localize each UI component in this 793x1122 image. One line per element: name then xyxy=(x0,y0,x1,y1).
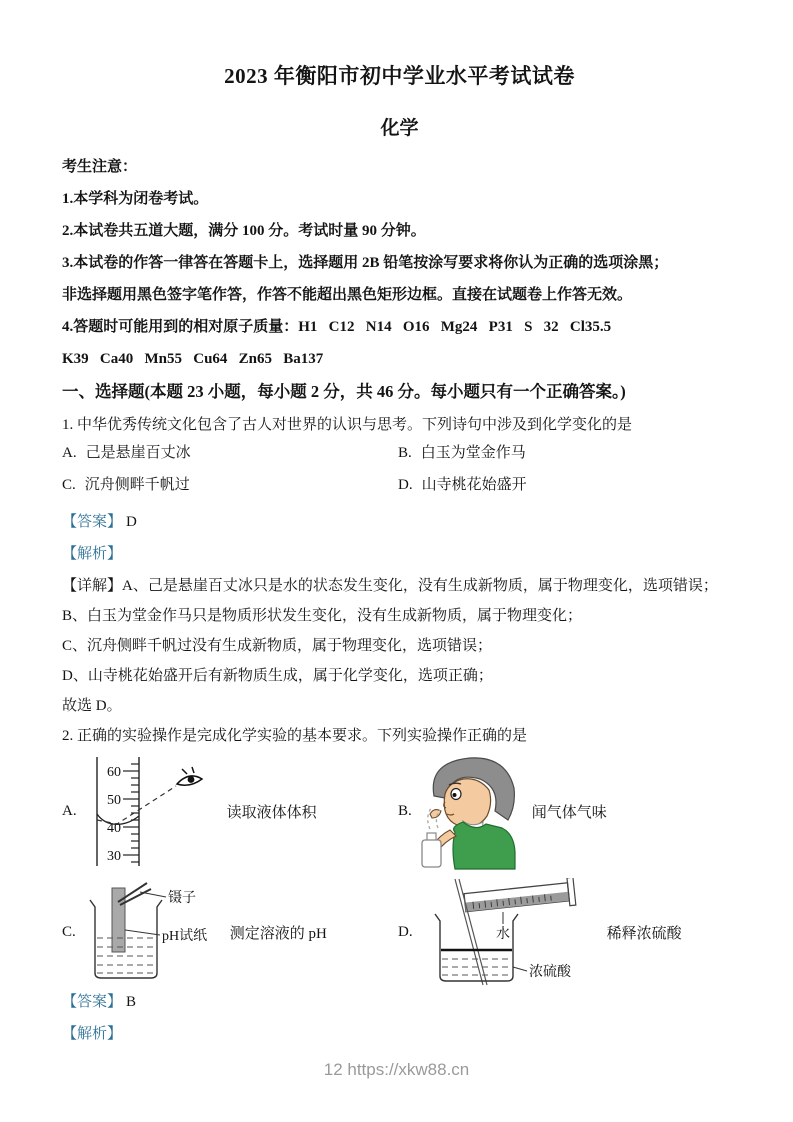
figure-label: A. xyxy=(62,802,77,819)
option-text: 山寺桃花始盛开 xyxy=(421,477,527,493)
option-label: B. xyxy=(398,445,412,461)
subject-title: 化学 xyxy=(380,118,419,139)
notice-line: 非选择题用黑色签字笔作答，作答不能超出黑色矩形边框。直接在试题卷上作答无效。 xyxy=(62,287,633,303)
bottle xyxy=(422,840,441,867)
option-text: 白玉为堂金作马 xyxy=(420,445,526,461)
glass-rod xyxy=(455,879,483,985)
option-label: D. xyxy=(398,477,413,493)
option-label: C. xyxy=(62,477,76,493)
shirt xyxy=(453,822,515,869)
figure-label: B. xyxy=(398,802,412,819)
beaker xyxy=(90,900,162,978)
q1-detail-line: C、沉舟侧畔千帆过没有生成新物质，属于物理变化，选项错误； xyxy=(62,638,493,654)
q1-option-a xyxy=(62,443,398,463)
q1-answer-line xyxy=(62,512,737,532)
q2-figure-row-1 xyxy=(62,752,737,870)
answer-value: B xyxy=(126,994,137,1010)
answer-tag: 【答案】 xyxy=(62,514,123,530)
figure-label: C. xyxy=(62,923,76,940)
notice-heading: 考生注意： xyxy=(62,159,138,175)
q2-figure-a xyxy=(62,752,398,870)
q2-analysis-line xyxy=(62,1024,737,1044)
answer-tag: 【答案】 xyxy=(62,994,123,1010)
leader-line xyxy=(125,930,160,935)
vapor xyxy=(427,808,430,829)
detail-text: A、己是悬崖百丈冰只是水的状态发生变化，没有生成新物质，属于物理变化，选项错误； xyxy=(122,578,718,594)
q1-detail-line: D、山寺桃花始盛开后有新物质生成，属于化学变化，选项正确； xyxy=(62,668,493,684)
face xyxy=(444,779,490,827)
tick-label: 50 xyxy=(106,793,121,808)
ph-test-figure xyxy=(82,880,228,984)
option-label: A. xyxy=(62,445,77,461)
ph-paper-label: pH试纸 xyxy=(161,929,207,944)
option-text: 己是悬崖百丈冰 xyxy=(85,445,191,461)
figure-label: D. xyxy=(398,923,413,940)
q1-detail-line: B、白玉为堂金作马只是物质形状发生变化，没有生成新物质，属于物理变化； xyxy=(62,608,583,624)
tick-label: 40 xyxy=(106,821,121,836)
notice-line: 4.答题时可能用到的相对原子质量：H1 C12 N14 O16 Mg24 P31 S 32 Cl35.5 xyxy=(62,319,612,335)
notice-line: 1.本学科为闭卷考试。 xyxy=(62,191,209,207)
analysis-tag: 【解析】 xyxy=(62,546,123,562)
tilted-cylinder xyxy=(463,878,575,917)
q2-figure-c xyxy=(62,878,398,986)
tick-label: 60 xyxy=(106,765,121,780)
water-label: 水 xyxy=(495,927,510,942)
q1-stem: 1. 中华优秀传统文化包含了古人对世界的认识与思考。下列诗句中涉及到化学变化的是 xyxy=(62,417,633,433)
q1-analysis-line xyxy=(62,544,737,564)
answer-value: D xyxy=(126,514,137,530)
figure-caption: 闻气体气味 xyxy=(531,804,607,821)
glass-rod xyxy=(459,879,487,985)
notice-line: 3.本试卷的作答一律答在答题卡上，选择题用 2B 铅笔按涂写要求将你认为正确的选项涂黑； xyxy=(62,255,669,271)
q1-option-d xyxy=(398,475,737,495)
q1-detail-line: 故选 D。 xyxy=(62,698,122,714)
page-title: 2023 年衡阳市初中学业水平考试试卷 xyxy=(224,64,575,88)
q2-stem: 2. 正确的实验操作是完成化学实验的基本要求。下列实验操作正确的是 xyxy=(62,728,528,744)
cylinder-base xyxy=(567,878,576,906)
q2-figure-d xyxy=(398,878,737,986)
person-smelling-gas-figure xyxy=(418,752,522,870)
notice-line: 2.本试卷共五道大题，满分 100 分。考试时量 90 分钟。 xyxy=(62,223,426,239)
leader-line xyxy=(140,892,166,897)
wafting-hand xyxy=(430,810,441,818)
q2-figure-b xyxy=(398,752,737,870)
eye-icon xyxy=(177,767,202,785)
q2-answer-line xyxy=(62,992,737,1012)
acid-label: 浓硫酸 xyxy=(528,965,571,980)
analysis-tag: 【解析】 xyxy=(62,1026,123,1042)
detail-tag: 【详解】 xyxy=(62,578,123,594)
q2-figure-row-2 xyxy=(62,878,737,984)
q1-detail-line xyxy=(62,576,737,596)
option-text: 沉舟侧畔千帆过 xyxy=(84,477,190,493)
figure-caption: 测定溶液的 pH xyxy=(229,925,327,942)
q1-option-c xyxy=(62,475,398,495)
figure-caption: 读取液体体积 xyxy=(226,804,317,821)
section-heading: 一、选择题(本题 23 小题，每小题 2 分，共 46 分。每小题只有一个正确答案。) xyxy=(62,382,626,401)
page-footer: 12 https://xkw88.cn xyxy=(323,1060,470,1079)
tick-label: 30 xyxy=(106,849,121,864)
q1-option-b xyxy=(398,443,737,463)
graduated-cylinder-figure xyxy=(83,754,211,868)
notice-line: K39 Ca40 Mn55 Cu64 Zn65 Ba137 xyxy=(62,351,324,367)
figure-caption: 稀释浓硫酸 xyxy=(606,925,682,942)
liquid-lines xyxy=(97,938,155,973)
acid-dilution-figure xyxy=(419,878,581,986)
tweezers-label: 镊子 xyxy=(167,891,196,906)
leader-line xyxy=(513,967,527,971)
q1-options xyxy=(62,443,737,495)
